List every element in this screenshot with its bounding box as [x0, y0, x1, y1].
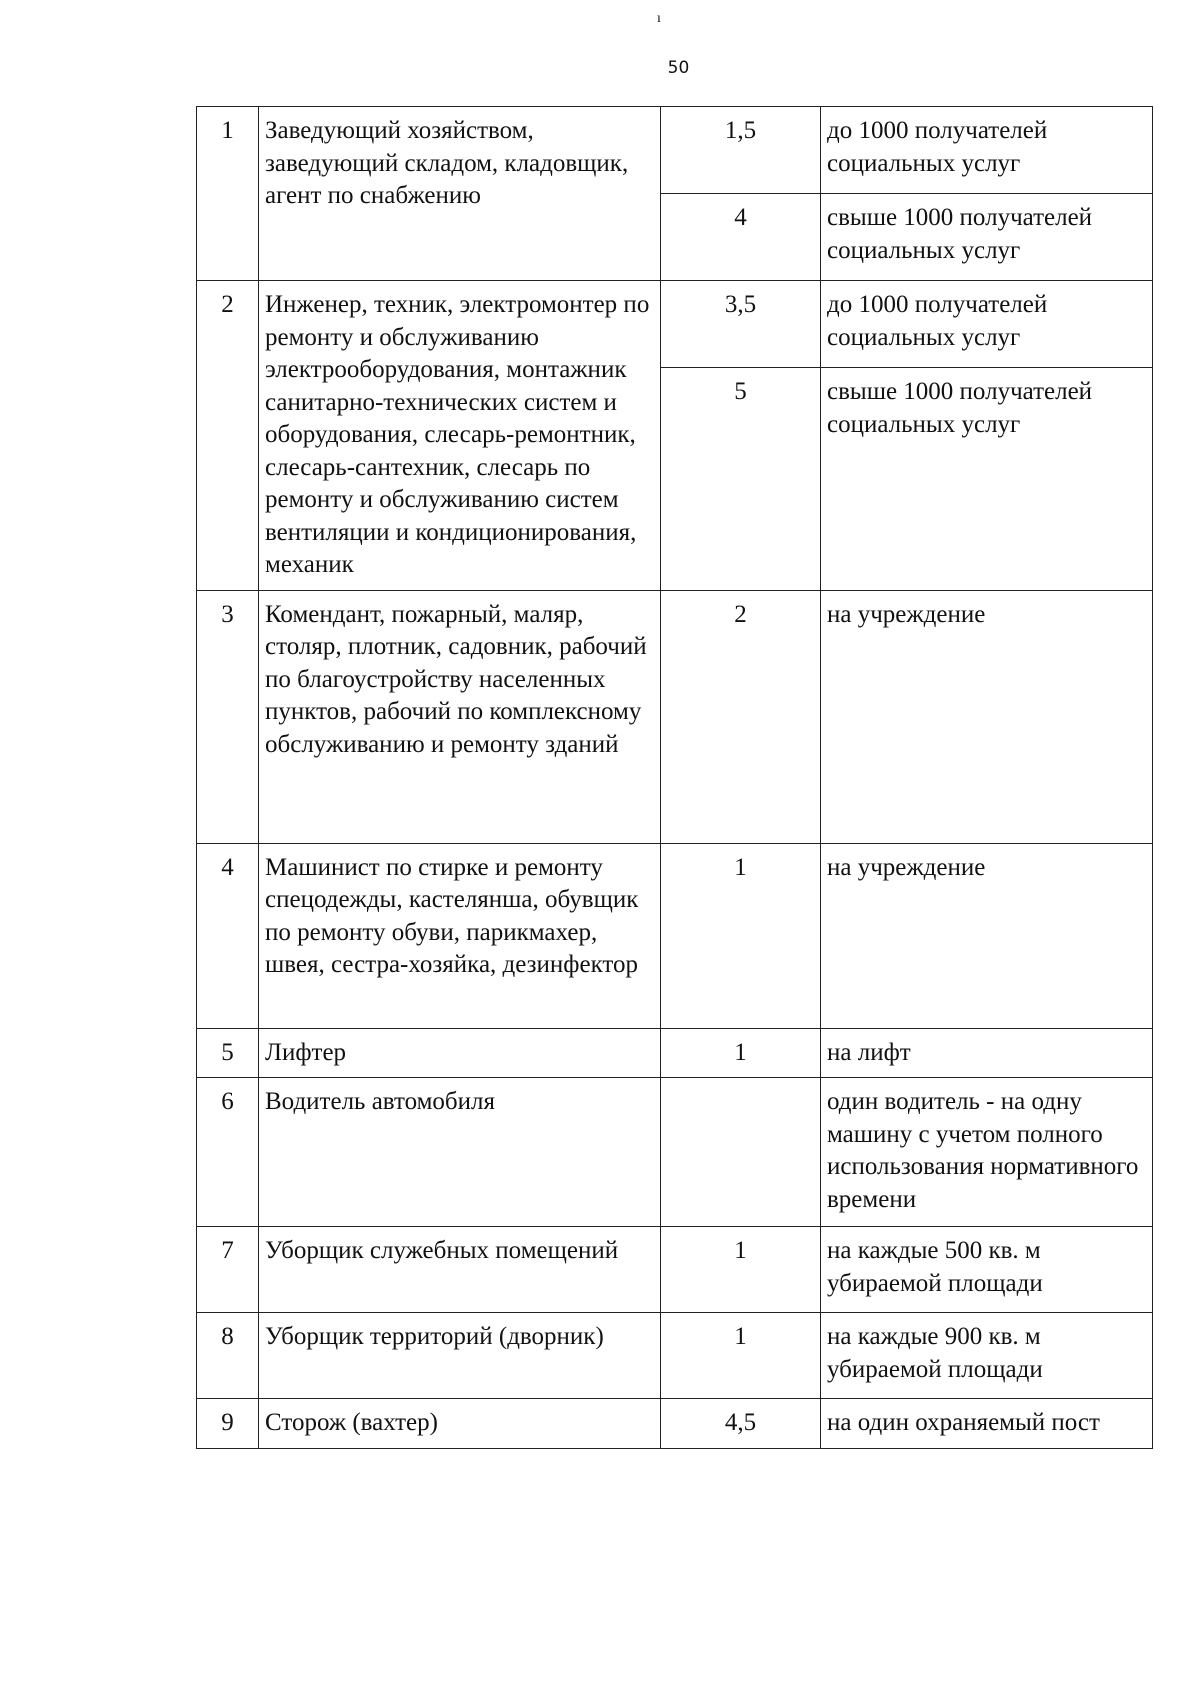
note-cell: свыше 1000 получателей социальных услуг: [821, 194, 1153, 281]
row-number: 5: [197, 1028, 259, 1078]
quantity-cell: 4: [661, 194, 821, 281]
position-cell: Инженер, техник, электромонтер по ремонту и обслуживанию электрооборудования, монтажник санитарно-технических систем и оборудования, слесарь-ремонтник, слесарь-сантехник, слесарь по ремонту и обслуживанию систем вентиляции и кондиционирования, механик: [259, 281, 661, 591]
quantity-cell: 3,5: [661, 281, 821, 368]
note-cell: один водитель - на одну машину с учетом полного использования нормативного времени: [821, 1078, 1153, 1227]
table-row: [197, 843, 1153, 1028]
note-cell: на учреждение: [821, 590, 1153, 843]
table-row: [197, 1028, 1153, 1078]
staff-norms-table: [196, 106, 1153, 1449]
row-number: 2: [197, 281, 259, 591]
table-row: [197, 281, 1153, 368]
position-cell: Заведующий хозяйством, заведующий складом, кладовщик, агент по снабжению: [259, 107, 661, 281]
position-cell: Комендант, пожарный, маляр, столяр, плотник, садовник, рабочий по благоустройству населенных пунктов, рабочий по комплексному обслуживанию и ремонту зданий: [259, 590, 661, 843]
note-cell: до 1000 получателей социальных услуг: [821, 107, 1153, 194]
table-row: [197, 1078, 1153, 1227]
quantity-cell: 5: [661, 368, 821, 591]
position-cell: Водитель автомобиля: [259, 1078, 661, 1227]
position-cell: Сторож (вахтер): [259, 1399, 661, 1449]
scan-mark: ı: [657, 11, 661, 26]
position-cell: Машинист по стирке и ремонту спецодежды, кастелянша, обувщик по ремонту обуви, парикмахер, швея, сестра-хозяйка, дезинфектор: [259, 843, 661, 1028]
table-row: [197, 1399, 1153, 1449]
quantity-cell: 1: [661, 1028, 821, 1078]
table-row: [197, 590, 1153, 843]
row-number: 8: [197, 1313, 259, 1399]
note-cell: на лифт: [821, 1028, 1153, 1078]
row-number: 7: [197, 1227, 259, 1313]
position-cell: Лифтер: [259, 1028, 661, 1078]
table-row: [197, 1313, 1153, 1399]
row-number: 4: [197, 843, 259, 1028]
table-row: [197, 1227, 1153, 1313]
row-number: 6: [197, 1078, 259, 1227]
quantity-cell: 2: [661, 590, 821, 843]
quantity-cell: 1: [661, 1313, 821, 1399]
quantity-cell: 4,5: [661, 1399, 821, 1449]
page-number: 50: [667, 58, 690, 78]
quantity-cell: 1: [661, 1227, 821, 1313]
note-cell: на каждые 500 кв. м убираемой площади: [821, 1227, 1153, 1313]
position-cell: Уборщик территорий (дворник): [259, 1313, 661, 1399]
position-cell: Уборщик служебных помещений: [259, 1227, 661, 1313]
note-cell: на каждые 900 кв. м убираемой площади: [821, 1313, 1153, 1399]
table-row: [197, 107, 1153, 194]
row-number: 3: [197, 590, 259, 843]
note-cell: до 1000 получателей социальных услуг: [821, 281, 1153, 368]
note-cell: на один охраняемый пост: [821, 1399, 1153, 1449]
quantity-cell: [661, 1078, 821, 1227]
quantity-cell: 1,5: [661, 107, 821, 194]
note-cell: на учреждение: [821, 843, 1153, 1028]
row-number: 9: [197, 1399, 259, 1449]
note-cell: свыше 1000 получателей социальных услуг: [821, 368, 1153, 591]
quantity-cell: 1: [661, 843, 821, 1028]
row-number: 1: [197, 107, 259, 281]
